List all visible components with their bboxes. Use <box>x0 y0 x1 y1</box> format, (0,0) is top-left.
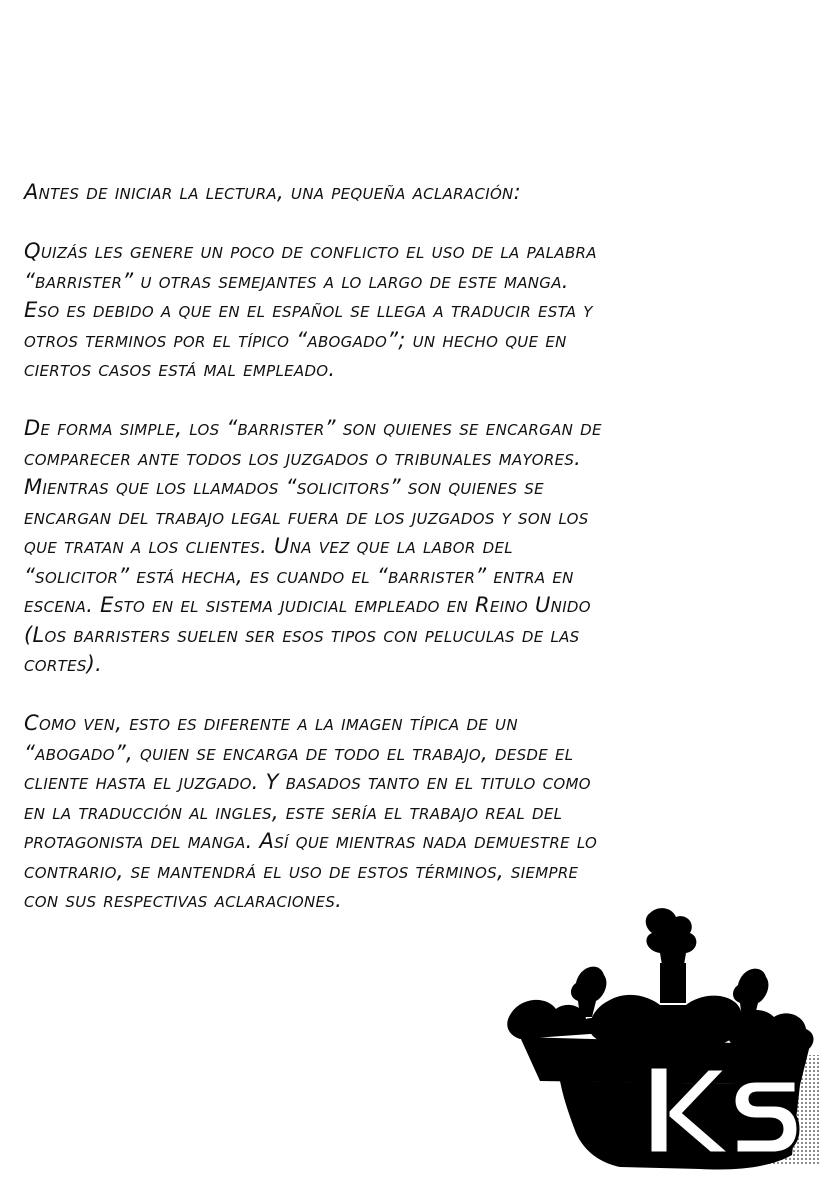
text-line: Eso es debido a que en el español se llega a traducir esta y <box>24 298 593 322</box>
text-line: Quizás les genere un poco de conflicto el uso de la palabra <box>24 239 597 263</box>
text-line: con sus respectivas aclaraciones. <box>24 888 343 912</box>
text-line: ciertos casos está mal empleado. <box>24 357 336 381</box>
text-line: cliente hasta el juzgado. Y basados tanto en el titulo como <box>24 770 591 794</box>
text-line: cortes). <box>24 652 103 676</box>
paragraph-intro <box>24 178 814 208</box>
text-line: De forma simple, los “barrister” son quienes se encargan de <box>24 416 602 440</box>
crown-ks-logo-icon <box>500 905 820 1175</box>
paragraph-definition <box>24 414 814 680</box>
paragraph-conflict <box>24 237 814 385</box>
text-line: (Los barristers suelen ser esos tipos con peluculas de las <box>24 622 580 647</box>
text-line: comparecer ante todos los juzgados o tribunales mayores. <box>24 445 582 470</box>
text-line: Mientras que los llamados “solicitors” son quienes se <box>24 475 544 499</box>
text-line: encargan del trabajo legal fuera de los juzgados y son los <box>24 504 589 529</box>
text-line: “solicitor” está hecha, es cuando el “barrister” entra en <box>24 563 574 588</box>
text-line: protagonista del manga. Así que mientras nada demuestre lo <box>24 829 598 853</box>
text-line: contrario, se mantendrá el uso de estos términos, siempre <box>24 858 579 883</box>
text-line: escena. Esto en el sistema judicial empleado en Reino Unido <box>24 593 591 617</box>
text-line: otros terminos por el típico “abogado”; un hecho que en <box>24 327 567 352</box>
text-line: “abogado”, quien se encarga de todo el trabajo, desde el <box>24 740 574 765</box>
text-line: “barrister” u otras semejantes a lo largo de este manga. <box>24 268 569 293</box>
text-line: en la traducción al ingles, este sería el trabajo real del <box>24 799 563 824</box>
text-line: Como ven, esto es diferente a la imagen típica de un <box>24 711 518 735</box>
text-line: que tratan a los clientes. Una vez que la labor del <box>24 534 513 558</box>
paragraph-conclusion <box>24 709 814 916</box>
translator-notes <box>24 178 814 945</box>
text-line: Antes de iniciar la lectura, una pequeña aclaración: <box>24 180 521 204</box>
